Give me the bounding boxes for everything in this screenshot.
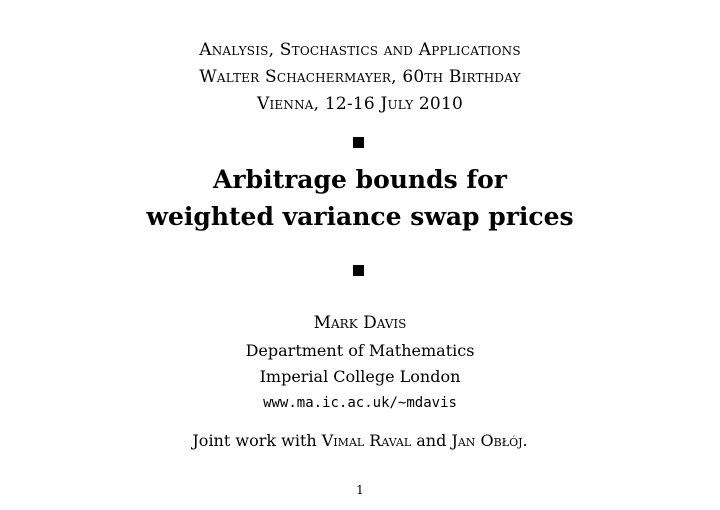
collaborator-2: Jan Obłój: [451, 431, 523, 450]
venue-line: Vienna, 12-16 July 2010: [257, 94, 463, 114]
collaborator-1: Vimal Raval: [321, 431, 412, 450]
joint-prefix: Joint work with: [192, 431, 317, 450]
author-institution: Imperial College London: [259, 367, 461, 386]
joint-work-line: [0, 431, 720, 450]
occasion-line: Walter Schachermayer, 60th Birthday: [199, 67, 521, 87]
conference-name: Analysis, Stochastics and Applications: [199, 40, 521, 60]
author-url-link[interactable]: www.ma.ic.ac.uk/∼mdavis: [263, 395, 457, 411]
separator-square-top: [353, 137, 364, 148]
joint-connector: and: [416, 431, 447, 450]
separator-square-bottom: [353, 265, 364, 276]
title-line-2: weighted variance swap prices: [146, 202, 574, 231]
title-line-1: Arbitrage bounds for: [213, 165, 507, 194]
page-number: 1: [356, 483, 364, 497]
joint-suffix: .: [522, 431, 528, 450]
author-department: Department of Mathematics: [245, 341, 475, 360]
author-name: Mark Davis: [313, 313, 407, 333]
